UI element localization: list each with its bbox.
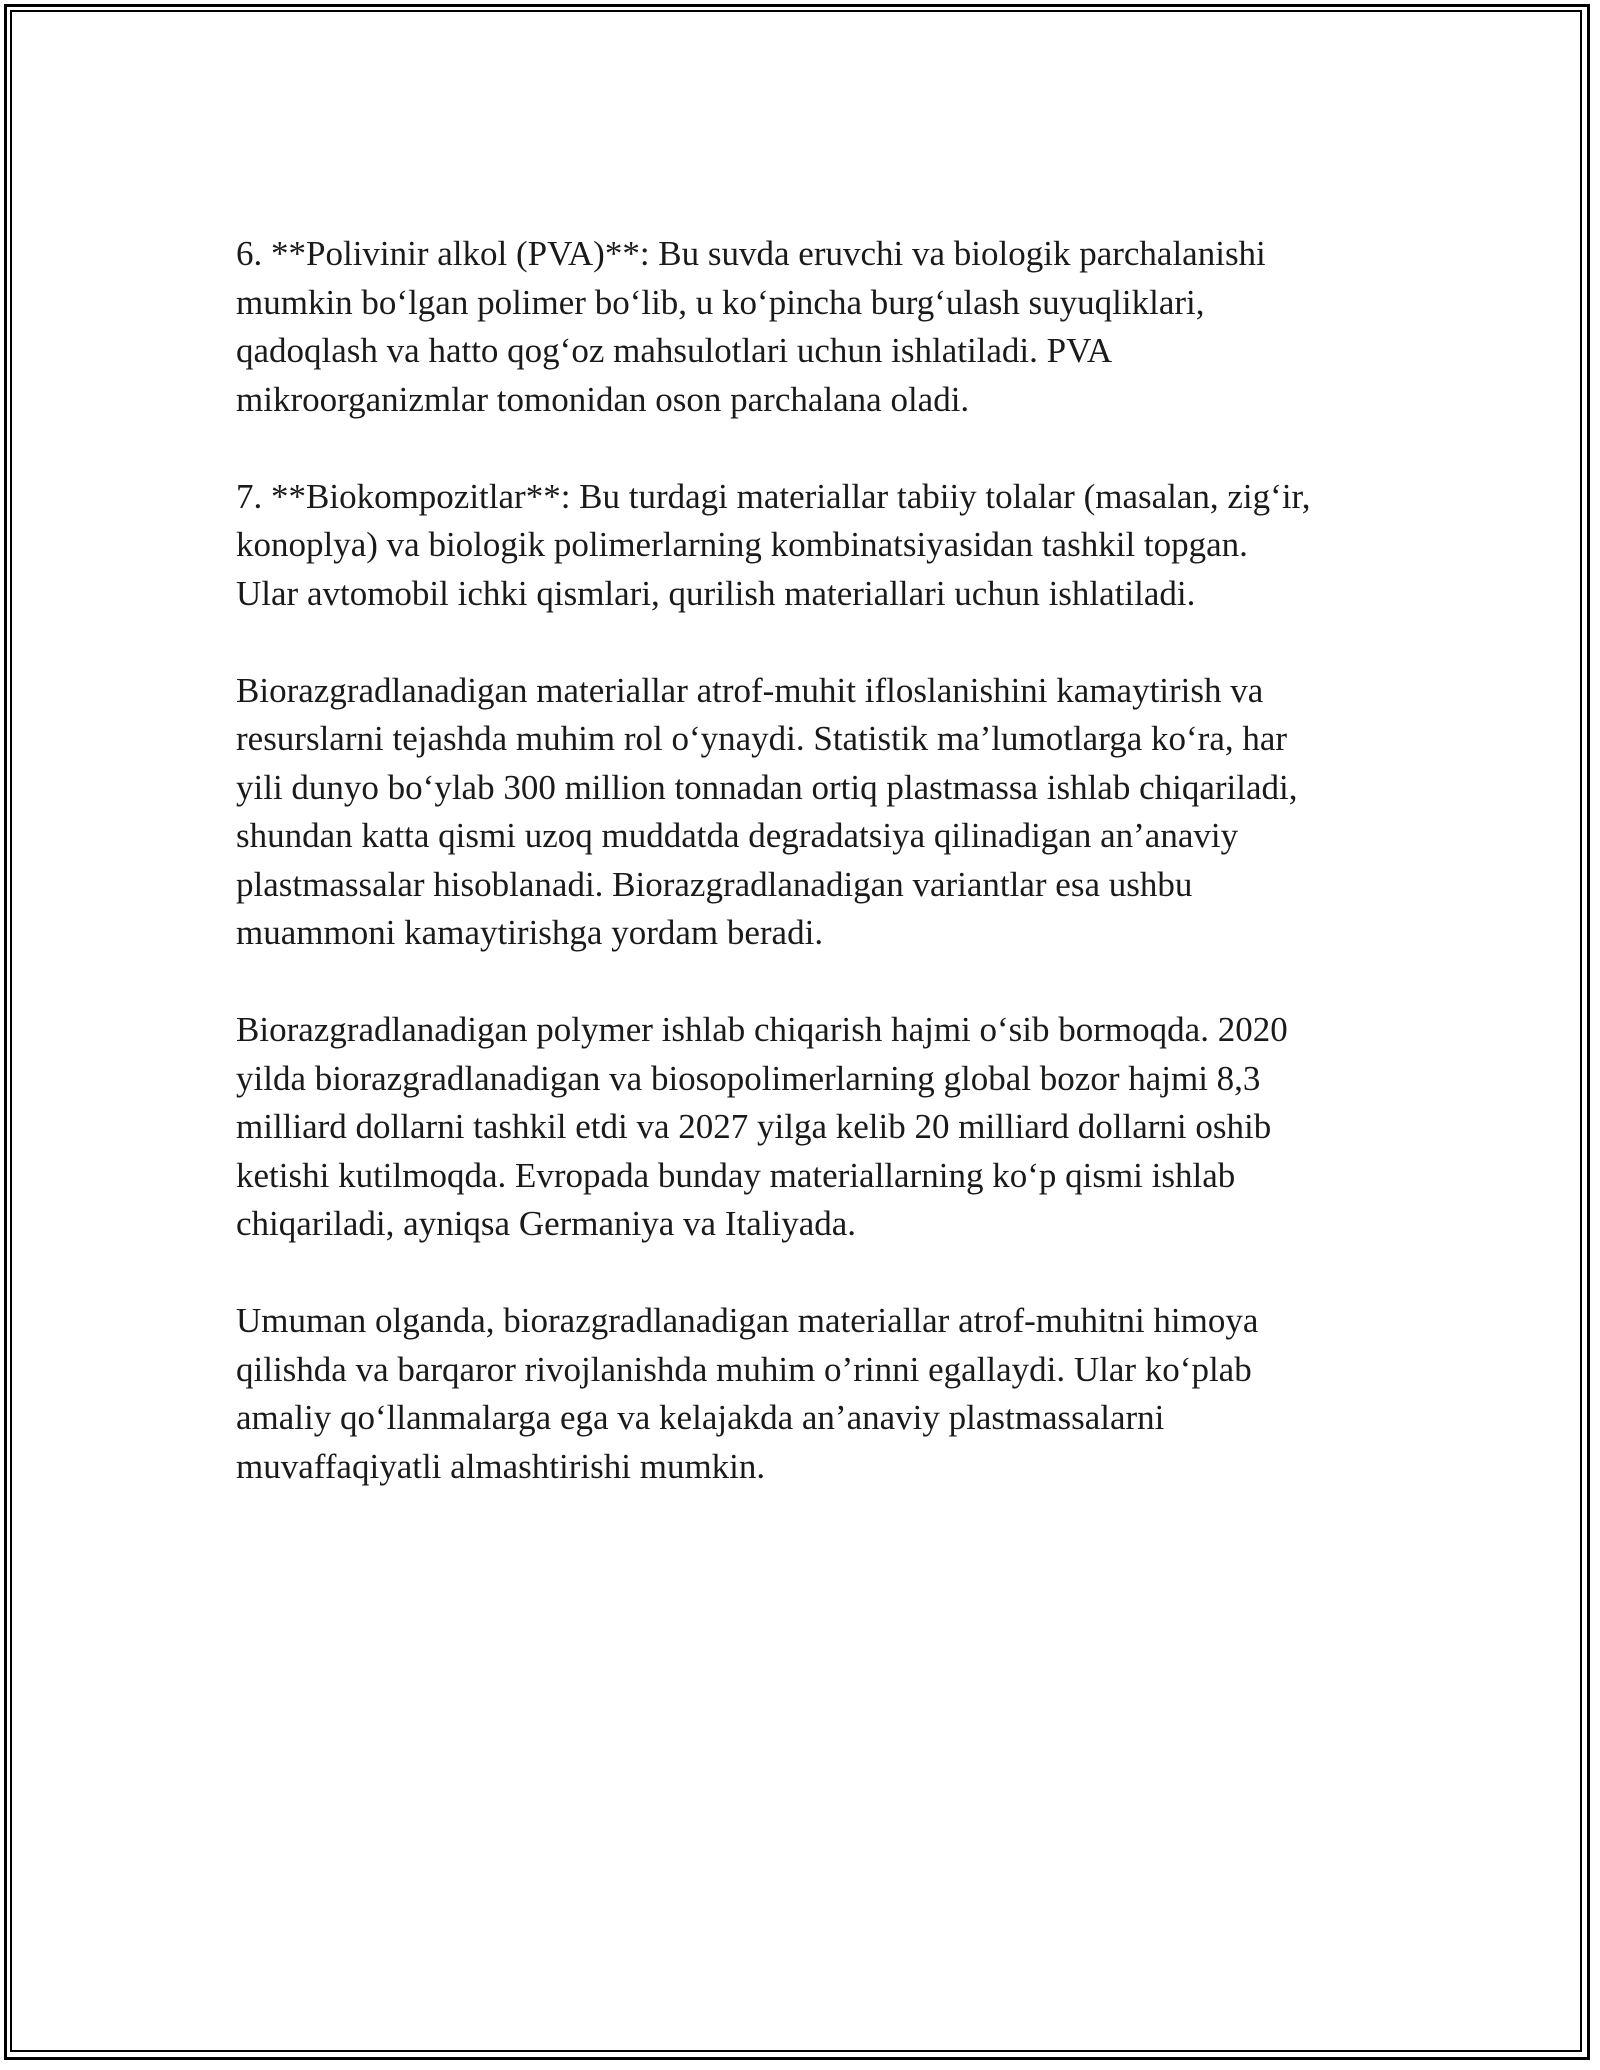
paragraph-pva [236,230,1376,424]
text-line: mumkin bo‘lgan polimer bo‘lib, u ko‘pincha burg‘ulash suyuqliklari, [236,282,1205,322]
text-line: milliard dollarni tashkil etdi va 2027 yilga kelib 20 milliard dollarni oshib [236,1107,1272,1146]
text-line: resurslarni tejashda muhim rol o‘ynaydi. Statistik ma’lumotlarga ko‘ra, har [236,719,1288,758]
text-line: Ular avtomobil ichki qismlari, qurilish materiallari uchun ishlatiladi. [236,573,1196,613]
text-line: amaliy qo‘llanmalarga ega va kelajakda an’anaviy plastmassalarni [236,1398,1165,1437]
text-line: Biorazgradlanadigan materiallar atrof-muhit ifloslanishini kamaytirish va [236,670,1264,710]
text-line: shundan katta qismi uzoq muddatda degradatsiya qilinadigan an’anaviy [236,816,1239,855]
text-line: yilda biorazgradlanadigan va biosopolimerlarning global bozor hajmi 8,3 [236,1058,1261,1098]
paragraph-importance [236,667,1376,958]
text-line: 6. **Polivinir alkol (PVA)**: Bu suvda eruvchi va biologik parchalanishi [236,234,1266,273]
text-line: plastmassalar hisoblanadi. Biorazgradlanadigan variantlar esa ushbu [236,864,1193,904]
text-line: muvaffaqiyatli almashtirishi mumkin. [236,1446,766,1486]
text-line: ketishi kutilmoqda. Evropada bunday materiallarning ko‘p qismi ishlab [236,1155,1236,1195]
text-line: Umuman olganda, biorazgradlanadigan materiallar atrof-muhitni himoya [236,1301,1259,1340]
text-line: muammoni kamaytirishga yordam beradi. [236,913,824,952]
paragraph-conclusion [236,1297,1376,1491]
paragraph-biokompozitlar [236,473,1376,619]
text-line: Biorazgradlanadigan polymer ishlab chiqarish hajmi o‘sib bormoqda. 2020 [236,1010,1288,1049]
text-line: mikroorganizmlar tomonidan oson parchalana oladi. [236,379,970,419]
text-line: 7. **Biokompozitlar**: Bu turdagi materiallar tabiiy tolalar (masalan, zig‘ir, [236,476,1311,516]
paragraph-market [236,1006,1376,1249]
text-line: qadoqlash va hatto qog‘oz mahsulotlari uchun ishlatiladi. PVA [236,331,1113,370]
document-body [236,230,1376,1540]
text-line: qilishda va barqaror rivojlanishda muhim o’rinni egallaydi. Ular ko‘plab [236,1349,1252,1389]
text-line: chiqariladi, ayniqsa Germaniya va Italiyada. [236,1204,857,1243]
text-line: yili dunyo bo‘ylab 300 million tonnadan ortiq plastmassa ishlab chiqariladi, [236,767,1298,807]
text-line: konoplya) va biologik polimerlarning kombinatsiyasidan tashkil topgan. [236,525,1248,564]
